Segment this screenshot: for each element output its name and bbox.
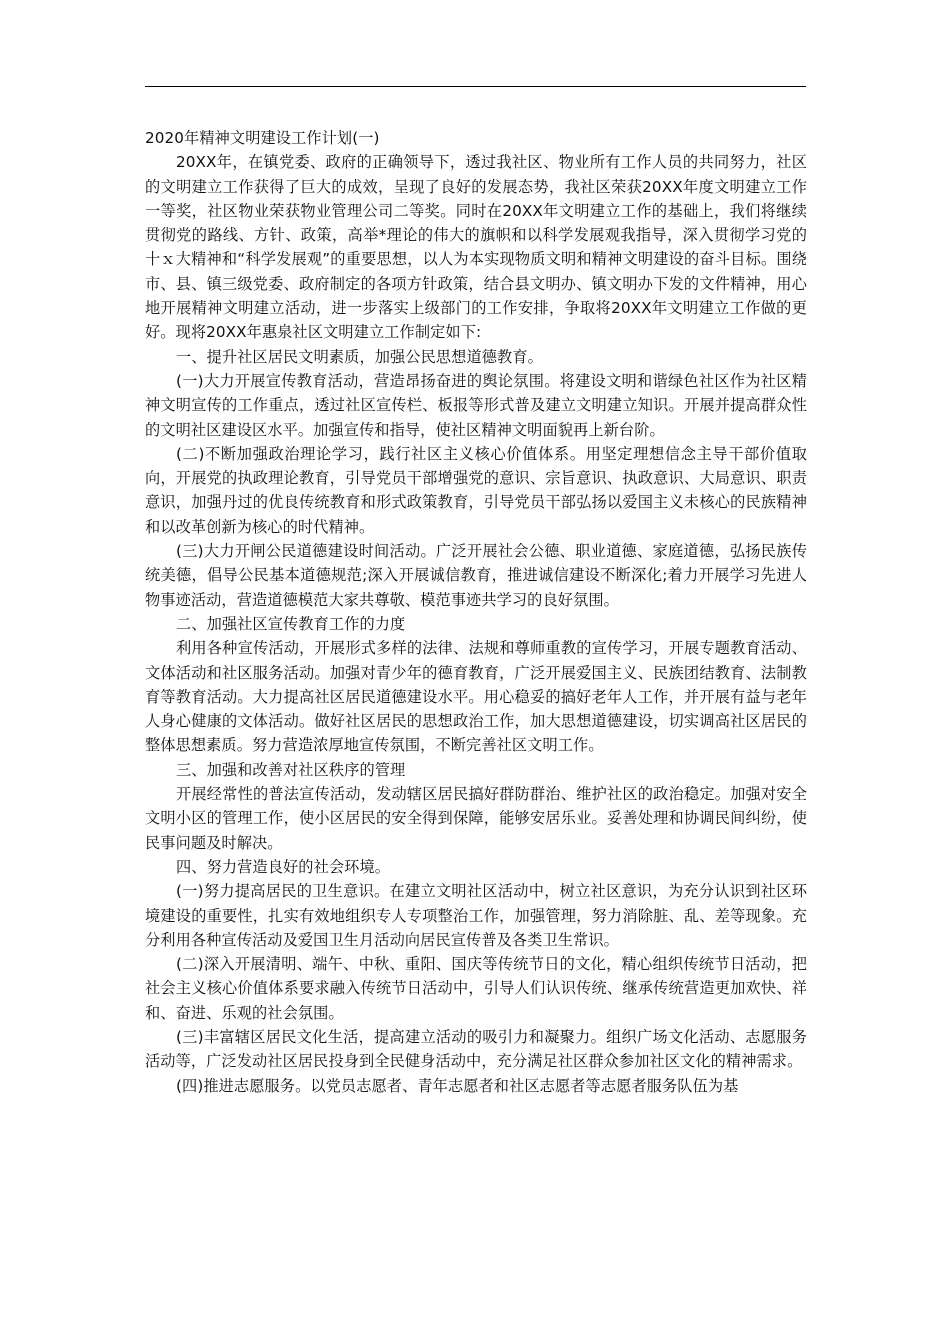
section-heading-3: 三、加强和改善对社区秩序的管理 bbox=[176, 760, 406, 779]
paragraph-2: 利用各种宣传活动，开展形式多样的法律、法规和尊师重教的宣传学习，开展专题教育活动、文体活动和社区服务活动。加强对青少年的德育教育，广泛开展爱国主义、民族团结教育、法制教育等教育活动。大力提高社区居民道德建设水平。用心稳妥的搞好老年人工作，并开展有益与老年人身心健康的文体活动。做好社区居民的思想政治工作，加大思想道德建设，切实调高社区居民的整体思想素质。努力营造浓厚地宣传氛围，不断完善社区文明工作。 bbox=[145, 639, 807, 755]
paragraph-4-4: (四)推进志愿服务。以党员志愿者、青年志愿者和社区志愿者等志愿者服务队伍为基 bbox=[176, 1076, 739, 1095]
header-rule bbox=[145, 86, 806, 87]
section-heading-4: 四、努力营造良好的社会环境。 bbox=[176, 857, 391, 876]
section-heading-2: 二、加强社区宣传教育工作的力度 bbox=[176, 614, 406, 633]
paragraph-4-2: (二)深入开展清明、端午、中秋、重阳、国庆等传统节日的文化，精心组织传统节日活动，把社会主义核心价值体系要求融入传统节日活动中，引导人们认识传统、继承传统营造更加欢快、祥和、奋进、乐观的社会氛围。 bbox=[145, 955, 807, 1022]
document-title: 2020年精神文明建设工作计划(一) bbox=[145, 129, 380, 147]
document-body bbox=[145, 126, 807, 1098]
paragraph-intro: 20XX年，在镇党委、政府的正确领导下，透过我社区、物业所有工作人员的共同努力，社区的文明建立工作获得了巨大的成效，呈现了良好的发展态势，我社区荣获20XX年度文明建立工作一等奖，社区物业荣获物业管理公司二等奖。同时在20XX年文明建立工作的基础上，我们将继续贯彻党的路线、方针、政策，高举*理论的伟大的旗帜和以科学发展观我指导，深入贯彻学习党的十ｘ大精神和“科学发展观”的重要思想，以人为本实现物质文明和精神文明建设的奋斗目标。围绕市、县、镇三级党委、政府制定的各项方针政策，结合县文明办、镇文明办下发的文件精神，用心地开展精神文明建立活动，进一步落实上级部门的工作安排，争取将20XX年文明建立工作做的更好。现将20XX年惠泉社区文明建立工作制定如下: bbox=[145, 153, 807, 342]
paragraph-4-1: (一)努力提高居民的卫生意识。在建立文明社区活动中，树立社区意识，为充分认识到社区环境建设的重要性，扎实有效地组织专人专项整治工作，加强管理，努力消除脏、乱、差等现象。充分利用各种宣传活动及爱国卫生月活动向居民宣传普及各类卫生常识。 bbox=[145, 882, 807, 949]
paragraph-1-2: (二)不断加强政治理论学习，践行社区主义核心价值体系。用坚定理想信念主导干部价值取向，开展党的执政理论教育，引导党员干部增强党的意识、宗旨意识、执政意识、大局意识、职责意识，加强丹过的优良传统教育和形式政策教育，引导党员干部弘扬以爱国主义未核心的民族精神和以改革创新为核心的时代精神。 bbox=[145, 444, 807, 536]
paragraph-1-3: (三)大力开闸公民道德建设时间活动。广泛开展社会公德、职业道德、家庭道德，弘扬民族传统美德，倡导公民基本道德规范;深入开展诚信教育，推进诚信建设不断深化;着力开展学习先进人物事迹活动，营造道德模范大家共尊敬、模范事迹共学习的良好氛围。 bbox=[145, 542, 807, 609]
section-heading-1: 一、提升社区居民文明素质，加强公民思想道德教育。 bbox=[176, 347, 543, 366]
paragraph-1-1: (一)大力开展宣传教育活动，营造昂扬奋进的舆论氛围。将建设文明和谐绿色社区作为社区精神文明宣传的工作重点，透过社区宣传栏、板报等形式普及建立文明建立知识。开展并提高群众性的文明社区建设区水平。加强宣传和指导，使社区精神文明面貌再上新台阶。 bbox=[145, 371, 807, 439]
paragraph-4-3: (三)丰富辖区居民文化生活，提高建立活动的吸引力和凝聚力。组织广场文化活动、志愿服务活动等，广泛发动社区居民投身到全民健身活动中，充分满足社区群众参加社区文化的精神需求。 bbox=[145, 1027, 807, 1071]
paragraph-3: 开展经常性的普法宣传活动，发动辖区居民搞好群防群治、维护社区的政治稳定。加强对安全文明小区的管理工作，使小区居民的安全得到保障，能够安居乐业。妥善处理和协调民间纠纷，使民事问题及时解决。 bbox=[145, 785, 807, 852]
